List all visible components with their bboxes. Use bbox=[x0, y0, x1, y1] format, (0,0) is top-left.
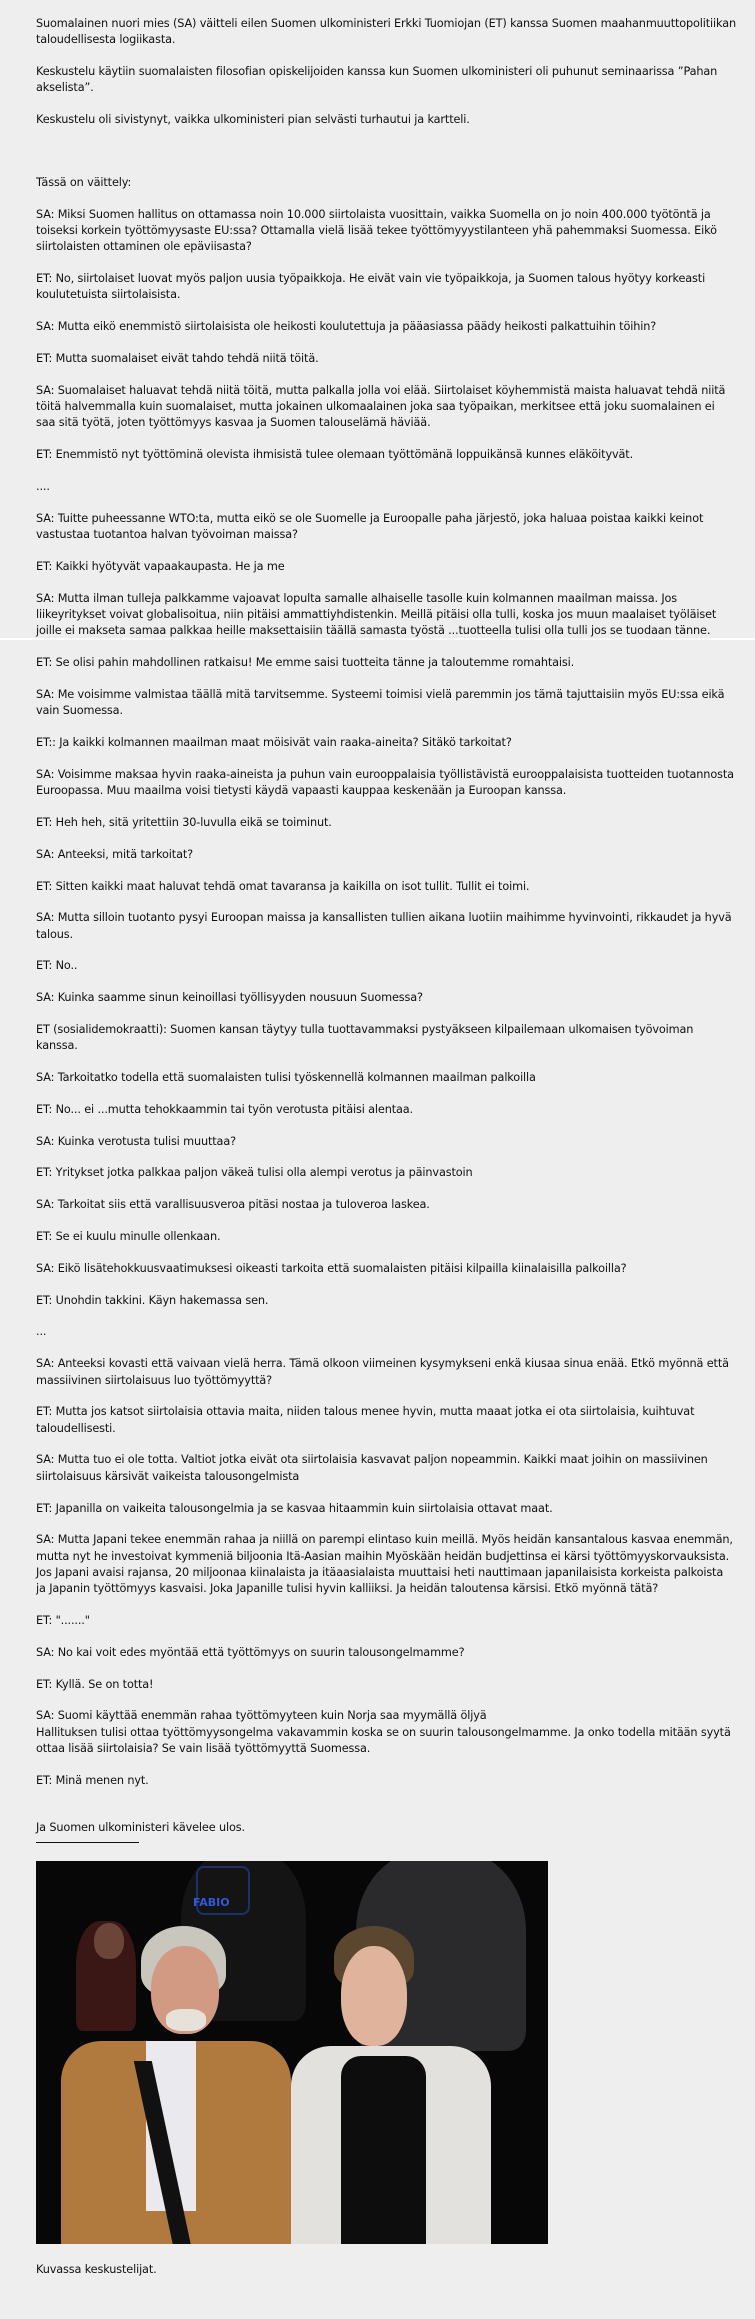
dialogue-line: ET: Se olisi pahin mahdollinen ratkaisu! Me emme saisi tuotteita tänne ja taloutemme romahtaisi. bbox=[36, 656, 575, 670]
dialogue-line: ET: "......." bbox=[36, 1614, 90, 1628]
young-man-face bbox=[341, 1946, 407, 2046]
dialogue-line: SA: Kuinka verotusta tulisi muuttaa? bbox=[36, 1134, 236, 1148]
dialogue-line: ET: Kyllä. Se on totta! bbox=[36, 1677, 154, 1691]
dialogue-line: SA: Eikö lisätehokkuusvaatimuksesi oikeasti tarkoita että suomalaisten pitäisi kilpailla kiinalaisilla palkoilla? bbox=[36, 1261, 627, 1275]
dialogue-line: ET: Japanilla on vaikeita talousongelmia ja se kasvaa hitaammin kuin siirtolaisia ottavat maat. bbox=[36, 1501, 553, 1515]
black-tshirt bbox=[341, 2056, 426, 2244]
dialogue-line-final-et: ET: Minä menen nyt. bbox=[36, 1773, 149, 1787]
dialogue-line: ET: Enemmistö nyt työttöminä olevista ihmisistä tulee olemaan työttömänä loppuikänsä kunnes eläköityvät. bbox=[36, 448, 634, 462]
dialogue-line: ET: Yritykset jotka palkkaa paljon väkeä tulisi olla alempi verotus ja päinvastoin bbox=[36, 1166, 473, 1180]
dialogue-line: ET (sosialidemokraatti): Suomen kansan täytyy tulla tuottavammaksi pystyäkseen kilpailemaan ulkomaisen työvoiman kanssa. bbox=[36, 1022, 694, 1053]
debate-heading: Tässä on väittely: bbox=[36, 175, 132, 189]
dialogue-line: ET: No, siirtolaiset luovat myös paljon uusia työpaikkoja. He eivät vain vie työpaikkoja, ja Suomen talous hyötyy korkeasti koulutetuista siirtolaisista. bbox=[36, 272, 706, 302]
dialogue-line: SA: Mutta silloin tuotanto pysyi Euroopan maissa ja kansallisten tullien aikana luotiin maihimme hyvinvointi, rikkaudet ja hyvä talous. bbox=[36, 911, 732, 941]
article-body bbox=[36, 16, 736, 2294]
dialogue-line: SA: Me voisimme valmistaa täällä mitä tarvitsemme. Systeemi toimisi vielä paremmin jos tämä tajuttaisiin myös EU:ssa eikä vain Suomessa. bbox=[36, 687, 725, 718]
spacer bbox=[36, 144, 736, 175]
dialogue-line: SA: Suomalaiset haluavat tehdä niitä töitä, mutta palkalla jolla voi elää. Siirtolaiset köyhemmistä maista haluavat tehdä niitä töitä halvemmalla kuin suomalaiset, mutta jokainen ulkomaalainen joka saa työpaikan, merkitsee että joku suomalainen ei saa sitä työtä, joten työttömyys kasvaa ja Suomen talouselämä häviää. bbox=[36, 383, 726, 430]
dialogue-line: SA: Tuitte puheessanne WTO:ta, mutta eikö se ole Suomelle ja Euroopalle paha järjestö, joka haluaa poistaa kaikki keinot vastustaa tuotantoa halvan työvoiman maissa? bbox=[36, 511, 704, 542]
debaters-photo bbox=[36, 1861, 548, 2244]
closing-line: Ja Suomen ulkoministeri kävelee ulos. bbox=[36, 1820, 245, 1834]
dialogue-line-final-sa bbox=[36, 1708, 736, 1757]
photo-caption: Kuvassa keskustelijat. bbox=[36, 2262, 157, 2276]
dialogue-line: SA: Mutta Japani tekee enemmän rahaa ja niillä on parempi elintaso kuin meillä. Myös heidän kansantalous kasvaa enemmän, mutta nyt he investoivat kymmeniä biljoonia Itä-Aasian maihin Myöskään heidän budjettinsa ei kärsi työttömyyskorvauksista. Jos Japani avaisi rajansa, 20 miljoonaa kiinalaista ja itäaasialaista muuttaisi heti nauttimaan japanilaisista korkeista palkoista ja Japanin työttömyys kasvaisi. Joka Japanille tulisi hyvin kalliiksi. Ja heidän taloutensa kärsisi. Etkö myönnä tätä? bbox=[36, 1533, 733, 1596]
dialogue-line: SA: Miksi Suomen hallitus on ottamassa noin 10.000 siirtolaista vuosittain, vaikka Suomella on jo noin 400.000 työtöntä ja toiseksi korkein työttömyysaste EU:ssa? Ottamalla vielä lisää tekee työttömyyystilanteen yhä pahemmaksi Suomessa. Eikö siirtolaisten ottaminen ole epäviisasta? bbox=[36, 207, 717, 254]
dialogue-line: ET: No... ei ...mutta tehokkaammin tai työn verotusta pitäisi alentaa. bbox=[36, 1102, 413, 1116]
intro-paragraph: Keskustelu oli sivistynyt, vaikka ulkoministeri pian selvästi turhautui ja kartteli. bbox=[36, 113, 470, 127]
dialogue-line: ET: Mutta suomalaiset eivät tahdo tehdä niitä töitä. bbox=[36, 352, 319, 366]
dialogue-line: ET: Unohdin takkini. Käyn hakemassa sen. bbox=[36, 1293, 269, 1307]
dialogue-line: ET: Mutta jos katsot siirtolaisia ottavia maita, niiden talous menee hyvin, mutta maaat jotka ei ota siirtolaisia, kuihtuvat taloudellisesti. bbox=[36, 1405, 695, 1435]
shirt-logo-text: FABIO bbox=[193, 1895, 230, 1909]
dialogue-line: SA: No kai voit edes myöntää että työttömyys on suurin talousongelmamme? bbox=[36, 1645, 465, 1659]
dialogue-line: SA: Voisimme maksaa hyvin raaka-aineista ja puhun vain eurooppalaisia työllistävistä eurooppalaisista tuotteiden tuotannosta Euroopassa. Muu maailma voisi tietysti käydä vapaasti kauppaa keskenään ja Euroopan kanssa. bbox=[36, 767, 734, 798]
spacer bbox=[36, 1805, 736, 1820]
intro-paragraph: Keskustelu käytiin suomalaisten filosofian opiskelijoiden kanssa kun Suomen ulkoministeri oli puhunut seminaarissa ”Pahan akselista”. bbox=[36, 65, 718, 95]
dialogue-line: ET: Heh heh, sitä yritettiin 30-luvulla eikä se toiminut. bbox=[36, 815, 332, 829]
dialogue-line: ET: Se ei kuulu minulle ollenkaan. bbox=[36, 1230, 221, 1244]
dialogue-line: SA: Anteeksi, mitä tarkoitat? bbox=[36, 847, 193, 861]
dialogue-line: SA: Anteeksi kovasti että vaivaan vielä herra. Tämä olkoon viimeinen kysymykseni enkä kiusaa sinua enää. Etkö myönnä että massiivinen siirtolaisuus luo työttömyyttä? bbox=[36, 1357, 729, 1387]
dialogue-line: SA: Mutta ilman tulleja palkkamme vajoavat lopulta samalle alhaiselle tasolle kuin kolmannen maailman maissa. Jos liikeyritykset voivat globalisoitua, niin pitäisi ammattiyhdistenkin. Meillä pitäisi olla tulli, koska jos muun maalaiset työläiset joille ei makseta samaa palkkaa heille maksettaisiin täällä samasta työstä ...tuotteella tulisi olla tulli jos se tuodaan tänne. bbox=[36, 591, 717, 638]
dialogue-line: ET: Sitten kaikki maat haluvat tehdä omat tavaransa ja kaikilla on isot tullit. Tullit ei toimi. bbox=[36, 879, 530, 893]
final-sa-line1: SA: Suomi käyttää enemmän rahaa työttömyyteen kuin Norja saa myymällä öljyä bbox=[36, 1709, 487, 1723]
background-face bbox=[94, 1923, 124, 1959]
dialogue-line: SA: Tarkoitatko todella että suomalaisten tulisi työskennellä kolmannen maailman palkoilla bbox=[36, 1071, 536, 1085]
dialogue bbox=[36, 207, 736, 1693]
dialogue-line: ET:: Ja kaikki kolmannen maailman maat möisivät vain raaka-aineita? Sitäkö tarkoitat? bbox=[36, 736, 512, 750]
dialogue-line: SA: Mutta eikö enemmistö siirtolaisista ole heikosti koulutettuja ja pääasiassa päädy heikosti palkattuihin töihin? bbox=[36, 320, 657, 334]
dialogue-line: ... bbox=[36, 1325, 47, 1339]
horizontal-rule bbox=[36, 1842, 139, 1843]
dialogue-line: SA: Kuinka saamme sinun keinoillasi työllisyyden nousuun Suomessa? bbox=[36, 991, 423, 1005]
dialogue-line: SA: Mutta tuo ei ole totta. Valtiot jotka eivät ota siirtolaisia kasvavat paljon nopeammin. Kaikki maat joihin on massiivinen siirtolaisuus kärsivät vaikeista talousongelmista bbox=[36, 1453, 708, 1483]
white-beard bbox=[166, 2009, 206, 2031]
dialogue-line: ET: No.. bbox=[36, 959, 78, 973]
intro-paragraph: Suomalainen nuori mies (SA) väitteli eilen Suomen ulkoministeri Erkki Tuomiojan (ET) kanssa Suomen maahanmuuttopolitiikan taloudellisesta logiikasta. bbox=[36, 17, 737, 47]
dialogue-line: ET: Kaikki hyötyvät vapaakaupasta. He ja me bbox=[36, 559, 285, 573]
dialogue-line: .... bbox=[36, 480, 50, 494]
final-sa-line2: Hallituksen tulisi ottaa työttömyysongelma vakavammin koska se on suurin talousongelmamme. Ja onko todella mitään syytä ottaa lisää siirtolaisia? Se vain lisää työttömyyttä Suomessa. bbox=[36, 1725, 731, 1755]
dialogue-line: SA: Tarkoitat siis että varallisuusveroa pitäsi nostaa ja tuloveroa laskea. bbox=[36, 1198, 430, 1212]
